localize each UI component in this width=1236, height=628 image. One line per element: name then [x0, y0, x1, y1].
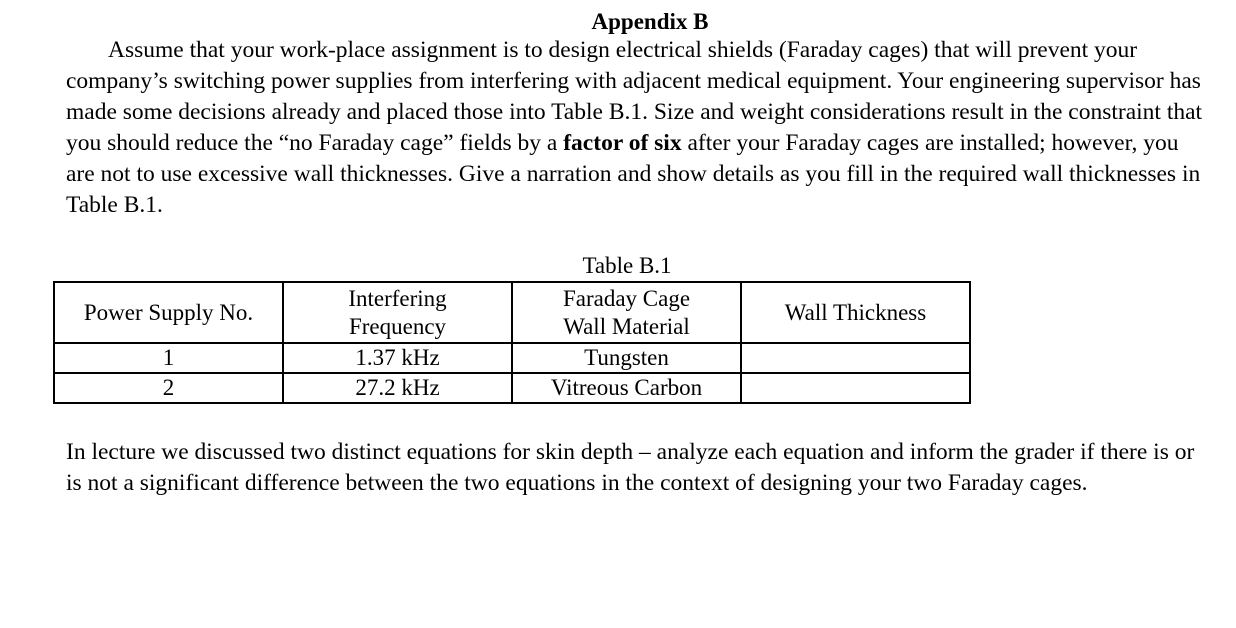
- cell-frequency: 27.2 kHz: [283, 373, 512, 403]
- table-row: [54, 343, 970, 373]
- table-b1: [53, 281, 971, 404]
- cell-wall-thickness: [741, 343, 970, 373]
- cell-material: Vitreous Carbon: [512, 373, 741, 403]
- table-row: [54, 373, 970, 403]
- cell-wall-thickness: [741, 373, 970, 403]
- header-wall-thickness: Wall Thickness: [741, 282, 970, 343]
- paragraph-bold-emphasis: factor of six: [563, 130, 682, 156]
- paragraph-text-before-bold: Assume that your work-place assignment is to design electrical shields (Faraday cages) that will prevent your company’s switching power supplies from interfering with adjacent medical equipment. Your engineering supervisor has made some decisions already and placed those into Table B.1. Size and weight considerations result in the constraint that you should reduce the “no Faraday cage” fields by a: [66, 37, 1203, 156]
- cell-frequency: 1.37 kHz: [283, 343, 512, 373]
- header-material-line1: Faraday Cage: [562, 285, 691, 311]
- paragraph-text-after-bold: after your Faraday cages are installed; however, you are not to use excessive wall thicknesses. Give a narration and show details as you fill in the required wall thicknesses in Table B.1.: [66, 130, 1201, 218]
- header-material-line2: Wall Material: [563, 313, 690, 339]
- header-frequency-line2: Frequency: [348, 313, 447, 339]
- header-power-supply: Power Supply No.: [54, 282, 283, 343]
- table-header-row: [54, 282, 970, 343]
- skin-depth-paragraph: In lecture we discussed two distinct equations for skin depth – analyze each equation and inform the grader if there is or is not a significant difference between the two equations in the context of designing your two Faraday cages.: [66, 439, 1195, 496]
- header-material: [512, 282, 741, 343]
- cell-power-supply-no: 1: [54, 343, 283, 373]
- cell-power-supply-no: 2: [54, 373, 283, 403]
- cell-material: Tungsten: [512, 343, 741, 373]
- header-frequency-line1: Interfering: [348, 285, 447, 311]
- appendix-title: Appendix B: [591, 9, 709, 34]
- header-frequency: [283, 282, 512, 343]
- table-caption: Table B.1: [582, 253, 672, 278]
- assignment-paragraph: [66, 35, 1206, 221]
